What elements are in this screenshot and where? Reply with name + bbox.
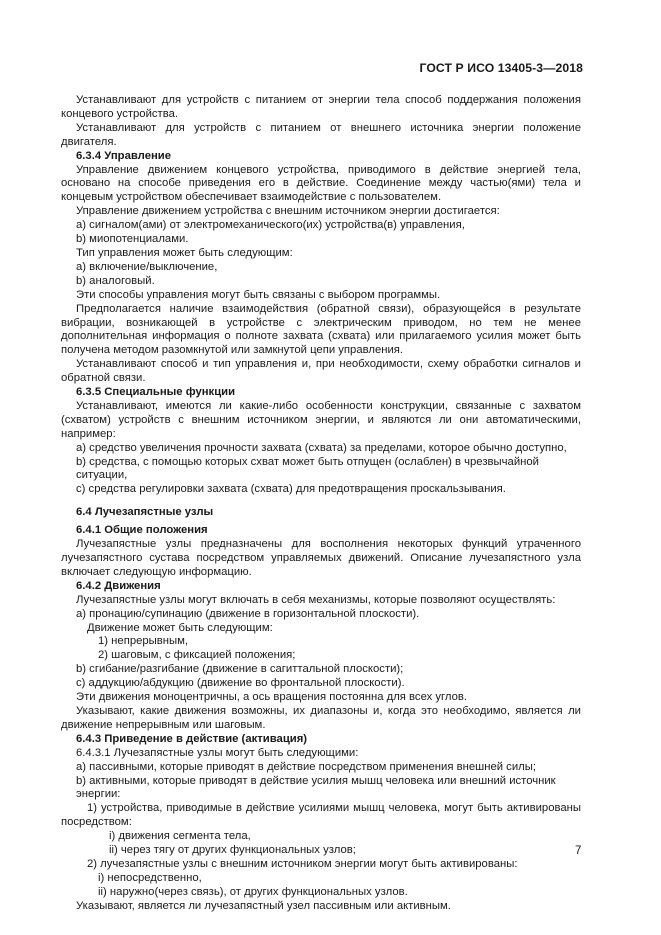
list-item: c) средства регулировки захвата (схвата) для предотвращения проскальзывания. bbox=[76, 483, 506, 496]
paragraph: Указывают, является ли лучезапястный узел пассивным или активным. bbox=[76, 899, 451, 912]
list-item: b) сгибание/разгибание (движение в сагиттальной плоскости); bbox=[76, 663, 404, 676]
list-item: 2) лучезапястные узлы с внешним источником энергии могут быть активированы: bbox=[87, 857, 518, 870]
paragraph: 6.4.3.1 Лучезапястные узлы могут быть следующими: bbox=[76, 746, 359, 759]
paragraph: Предполагается наличие взаимодействия (обратной связи), образующейся в результате вибрации, возникающей в устройстве с электрическим приводом, но тем не менее дополнительная информация о полноте захвата (схвата) или прилагаемого усилия может быть получена методом разомкнутой или замкнутой цепи управления. bbox=[61, 302, 581, 357]
list-item: 1) непрерывным, bbox=[98, 635, 189, 648]
list-item: b) средства, с помощью которых схват может быть отпущен (ослаблен) в чрезвычайной ситуации, bbox=[76, 455, 539, 482]
paragraph: Устанавливают, имеются ли какие-либо особенности конструкции, связанные с захватом (схватом) устройств с внешним источником энергии, и являются ли они автоматическими, например: bbox=[61, 399, 581, 440]
list-item: ii) наружно(через связь), от других функциональных узлов. bbox=[98, 885, 408, 898]
list-item: a) пассивными, которые приводят в действие посредством применения внешней силы; bbox=[76, 760, 536, 773]
page-number: 7 bbox=[575, 845, 582, 857]
paragraph: Управление движением устройства с внешним источником энергии достигается: bbox=[76, 205, 500, 218]
section-heading-6-3-4: 6.3.4 Управление bbox=[76, 149, 172, 162]
list-item: 1) устройства, приводимые в действие усилиями мышц человека, могут быть активированы посредством: bbox=[61, 802, 581, 829]
list-item: i) непосредственно, bbox=[98, 871, 202, 884]
document-header: ГОСТ Р ИСО 13405-3—2018 bbox=[419, 61, 583, 75]
paragraph: Лучезапястные узлы могут включать в себя механизмы, которые позволяют осуществлять: bbox=[76, 593, 556, 606]
list-item: b) аналоговый. bbox=[76, 274, 155, 287]
list-item: a) включение/выключение, bbox=[76, 260, 218, 273]
list-item: i) движения сегмента тела, bbox=[109, 830, 251, 843]
document-body bbox=[61, 94, 581, 914]
section-heading-6-3-5: 6.3.5 Специальные функции bbox=[76, 386, 236, 399]
section-heading-6-4: 6.4 Лучезапястные узлы bbox=[76, 506, 214, 519]
paragraph: Эти движения моноцентричны, а ось вращения постоянна для всех углов. bbox=[76, 691, 468, 704]
list-item: a) пронацию/супинацию (движение в горизонтальной плоскости). bbox=[76, 607, 420, 620]
section-heading-6-4-3: 6.4.3 Приведение в действие (активация) bbox=[76, 732, 308, 745]
section-heading-6-4-2: 6.4.2 Движения bbox=[76, 579, 161, 592]
list-item: a) сигналом(ами) от электромеханического(их) устройства(в) управления, bbox=[76, 219, 465, 232]
paragraph: Лучезапястные узлы предназначены для восполнения некоторых функций утраченного лучезапястного сустава посредством управляемых движений. Описание лучезапястного узла включает следующую информацию. bbox=[61, 538, 581, 578]
section-heading-6-4-1: 6.4.1 Общие положения bbox=[76, 524, 208, 537]
paragraph: Управление движением концевого устройства, приводимого в действие энергией тела, основано на способе приведения его в действие. Соединение между частью(ями) тела и концевым устройством обеспечивает взаимодействие с пользователем. bbox=[61, 163, 581, 204]
list-item: a) средство увеличения прочности захвата (схвата) за пределами, которое обычно доступно, bbox=[76, 441, 567, 454]
paragraph: Тип управления может быть следующим: bbox=[76, 246, 293, 259]
list-item: c) аддукцию/абдукцию (движение во фронтальной плоскости). bbox=[76, 677, 405, 690]
list-item: b) активными, которые приводят в действие усилия мышц человека или внешний источник энергии: bbox=[76, 774, 556, 801]
paragraph: Указывают, какие движения возможны, их диапазоны и, когда это необходимо, является ли движение непрерывным или шаговым. bbox=[61, 704, 581, 731]
paragraph: Устанавливают способ и тип управления и, при необходимости, схему обработки сигналов и обратной связи. bbox=[61, 358, 581, 385]
list-item: 2) шаговым, с фиксацией положения; bbox=[98, 649, 296, 662]
paragraph: Эти способы управления могут быть связаны с выбором программы. bbox=[76, 288, 441, 301]
list-item: Движение может быть следующим: bbox=[87, 621, 273, 634]
paragraph: Устанавливают для устройств с питанием от энергии тела способ поддержания положения концевого устройства. bbox=[61, 94, 581, 120]
list-item: ii) через тягу от других функциональных узлов; bbox=[109, 844, 356, 857]
list-item: b) миопотенциалами. bbox=[76, 233, 189, 246]
paragraph: Устанавливают для устройств с питанием от внешнего источника энергии положение двигателя. bbox=[61, 121, 581, 148]
